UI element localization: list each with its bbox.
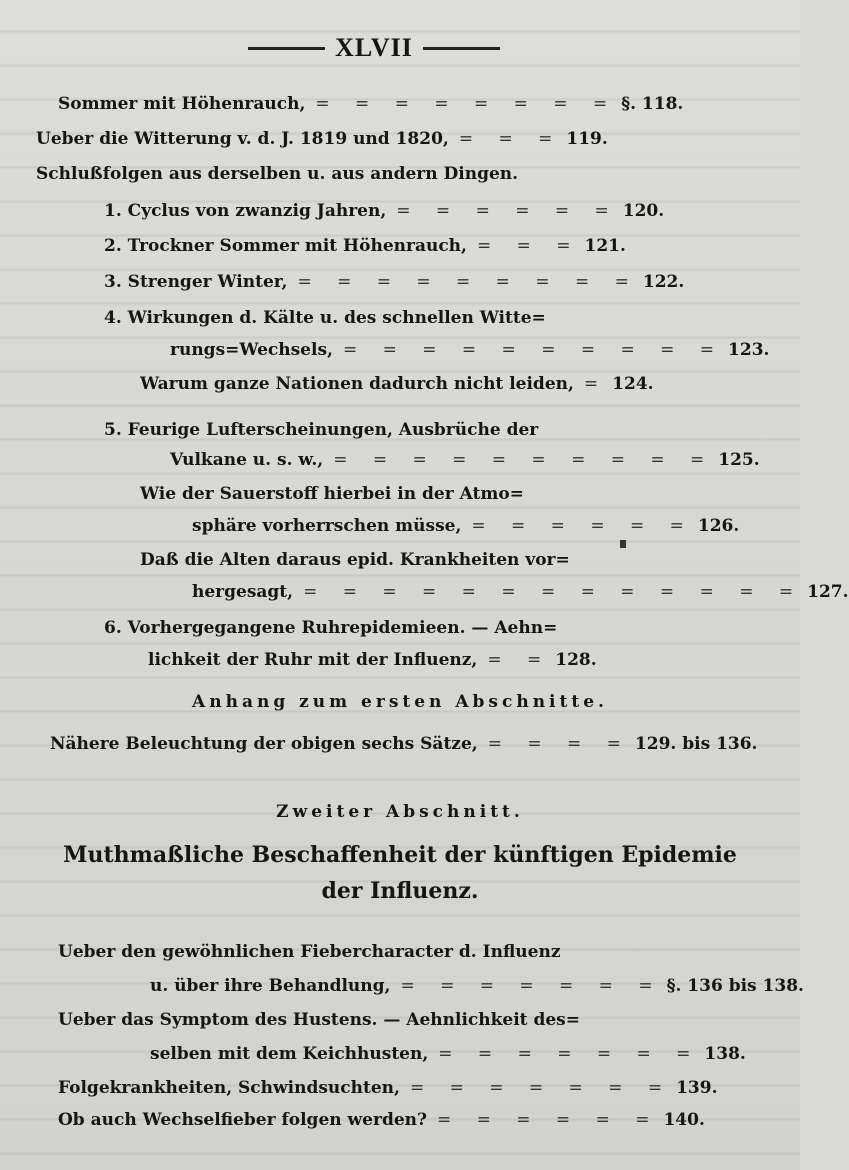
toc-line-text: Ueber das Symptom des Hustens. — Aehnlichkeit des= [58,1010,580,1030]
toc-line [170,448,760,472]
toc-ref: 120. [622,201,665,221]
toc-ref: 140. [663,1110,705,1130]
toc-leaders: = = = = = = = [400,976,663,996]
section-title: Muthmaßliche Beschaffenheit der künftigen Epidemie [63,842,737,868]
toc-ref: 125. [718,450,760,470]
toc-line-text: Folgekrankheiten, Schwindsuchten, [58,1078,400,1098]
toc-ref: §. 136 bis 138. [666,976,804,996]
toc-ref: 123. [728,340,770,360]
toc-leaders: = = = = = = = = = = [333,450,715,470]
toc-leaders: = = = [476,236,581,256]
toc-line [104,418,538,442]
toc-line-text: Ob auch Wechselfieber folgen werden? [58,1110,427,1130]
toc-ref: 119. [566,129,608,149]
toc-line-text: selben mit dem Keichhusten, [150,1044,429,1064]
toc-line [150,974,804,998]
toc-leaders: = = = = = = = = = = = = = [303,582,804,602]
toc-leaders: = [583,374,609,394]
toc-line [58,92,683,116]
toc-line [140,482,524,506]
toc-leaders: = = [487,650,552,670]
toc-line [104,199,664,223]
toc-line-text: rungs=Wechsels, [170,340,333,360]
toc-line-text: 1. Cyclus von zwanzig Jahren, [104,201,387,221]
toc-leaders: = = = = = = = [438,1044,701,1064]
toc-line-text: hergesagt, [192,582,294,602]
appendix-line [50,732,757,756]
section-title-continued: der Influenz. [321,878,479,904]
toc-line [170,338,769,362]
toc-leaders: = = = = = = [396,201,619,221]
toc-line [192,514,739,538]
section-label: Zweiter Abschnitt. [276,802,524,822]
toc-line-text: Warum ganze Nationen dadurch nicht leiden, [140,374,574,394]
toc-line-text: Nähere Beleuchtung der obigen sechs Sätze, [50,734,478,754]
header-rule-left [248,47,325,50]
toc-line [104,234,626,258]
toc-ref: 128. [555,650,597,670]
toc-line-text: Sommer mit Höhenrauch, [58,94,306,114]
toc-line-text: 4. Wirkungen d. Kälte u. des schnellen Witte= [104,308,546,328]
toc-line-text: u. über ihre Behandlung, [150,976,391,996]
toc-line [58,940,561,964]
toc-line [36,162,518,186]
toc-line [104,270,684,294]
toc-ref: 127. [807,582,849,602]
toc-line-text: 2. Trockner Sommer mit Höhenrauch, [104,236,467,256]
toc-line [58,1008,580,1032]
toc-leaders: = = = [458,129,563,149]
header-rule-right [423,47,500,50]
toc-ref: 122. [642,272,685,292]
toc-leaders: = = = = = = = = [315,94,618,114]
toc-ref: 124. [612,374,654,394]
toc-leaders: = = = = = = = [409,1078,673,1098]
toc-leaders: = = = = = = = = = = [342,340,725,360]
toc-line-text: Daß die Alten daraus epid. Krankheiten vor= [140,550,570,570]
toc-line-text: Ueber den gewöhnlichen Fiebercharacter d. Influenz [58,942,561,962]
toc-line [140,372,654,396]
toc-leaders: = = = = = = [436,1110,660,1130]
page-number: XLVII [335,33,413,62]
toc-line [58,1076,718,1100]
toc-ref: 138. [704,1044,746,1064]
page-header [248,30,500,66]
ink-mark [620,540,626,548]
toc-line [192,580,849,604]
toc-ref: 121. [584,236,626,256]
toc-line [148,648,597,672]
toc-ref: 126. [697,516,740,536]
toc-leaders: = = = = = = = = = [297,272,639,292]
toc-line-text: Schlußfolgen aus derselben u. aus andern Dingen. [36,164,519,184]
toc-line-text: lichkeit der Ruhr mit der Influenz, [148,650,478,670]
toc-line [104,616,557,640]
toc-line-text: Ueber die Witterung v. d. J. 1819 und 1820, [36,129,449,149]
toc-line [150,1042,746,1066]
toc-ref: 129. bis 136. [634,734,758,754]
toc-line-text: 6. Vorhergegangene Ruhrepidemieen. — Aehn= [104,618,558,638]
toc-line-text: 5. Feurige Lufterscheinungen, Ausbrüche der [104,420,539,440]
toc-leaders: = = = = = = [471,516,694,536]
toc-line-text: sphäre vorherrschen müsse, [192,516,462,536]
toc-line [140,548,570,572]
toc-ref: §. 118. [621,94,684,114]
toc-line-text: Wie der Sauerstoff hierbei in der Atmo= [140,484,524,504]
toc-line-text: Vulkane u. s. w., [170,450,324,470]
toc-leaders: = = = = [487,734,631,754]
toc-line [104,306,546,330]
toc-line [36,127,608,151]
toc-line-text: 3. Strenger Winter, [104,272,288,292]
toc-ref: 139. [676,1078,718,1098]
toc-line [58,1108,705,1132]
appendix-heading: Anhang zum ersten Abschnitte. [192,692,608,712]
